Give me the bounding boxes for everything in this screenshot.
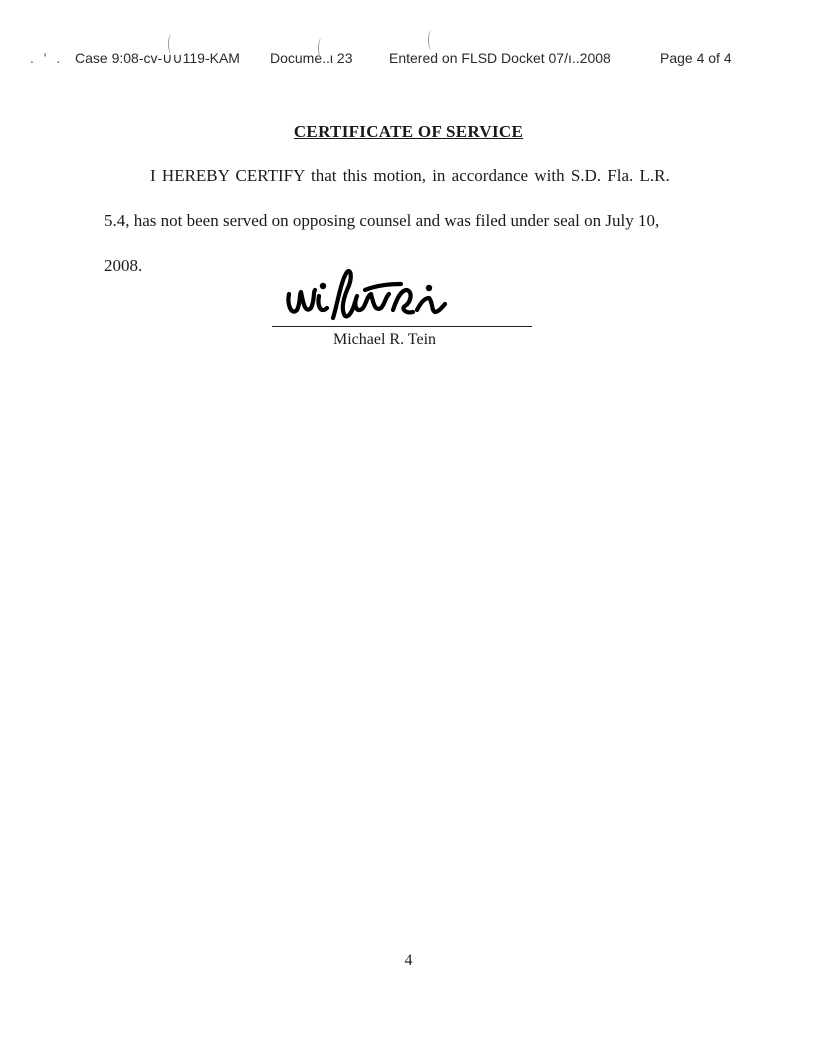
page-indicator: Page 4 of 4: [660, 50, 732, 66]
certificate-title: CERTIFICATE OF SERVICE: [293, 122, 524, 141]
document-number: Documе..ι 23: [270, 50, 353, 66]
scan-artifact: [168, 34, 175, 54]
certificate-text-line-3: 2008.: [104, 256, 143, 275]
handwritten-signature: [283, 266, 453, 326]
signature-line: [272, 326, 532, 327]
page-number: 4: [404, 952, 413, 969]
scan-marks: . ' .: [30, 50, 64, 66]
docket-header: [0, 50, 817, 72]
scan-artifact: [428, 30, 435, 50]
certificate-text-line-2: 5.4, has not been served on opposing counsel and was filed under seal on July 10,: [104, 211, 660, 230]
scan-artifact: [318, 38, 325, 58]
certificate-text-line-1: I HEREBY CERTIFY that this motion, in accordance with S.D. Fla. L.R.: [150, 166, 670, 185]
docket-entry-date: Entered on FLSD Docket 07/ı..2008: [389, 50, 611, 66]
signer-name: Michael R. Tein: [333, 331, 437, 348]
case-number: Case 9:08-cv-∪∪119-KAM: [75, 50, 240, 66]
